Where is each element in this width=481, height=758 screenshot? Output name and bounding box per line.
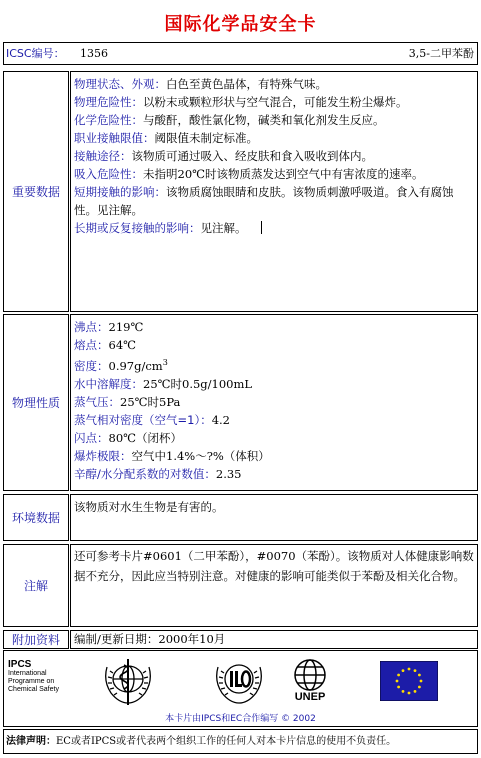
additional-info-content [70,630,478,649]
data-row: 物理危险性：以粉末或颗粒形状与空气混合，可能发生粉尘爆炸。 [74,95,408,109]
data-row: 职业接触限值：阈限值未制定标准。 [74,131,258,145]
data-row: 吸入危险性：未指明20℃时该物质蒸发达到空气中有害浓度的速率。 [74,167,424,181]
additional-info-heading: 附加资料 [3,630,69,649]
data-row: 长期或反复接触的影响：见注解。 [74,219,474,237]
data-row: 水中溶解度：25℃时0.5g/100mL [74,376,253,391]
data-row: 物理状态、外观：白色至黄色晶体，有特殊气味。 [74,77,327,91]
data-row: 爆炸极限：空气中1.4%～?%（体积） [74,448,270,463]
card-title: 国际化学品安全卡 [164,14,317,35]
notes-heading: 注解 [3,544,69,627]
physical-properties-content [70,314,478,491]
environmental-data-heading: 环境数据 [3,494,69,541]
icsc-number-label: ICSC编号： [6,47,65,60]
environmental-data-content [70,494,478,541]
icsc-id-row [3,42,478,65]
copyright-text: 本卡片由IPCS和EC合作编写 © 2002 [165,714,316,724]
who-emblem-icon [101,655,155,707]
data-row: 短期接触的影响：该物质腐蚀眼睛和皮肤。该物质刺激呼吸道。食入有腐蚀性。见注解。 [74,185,454,217]
data-row: 辛醇/水分配系数的对数值：2.35 [74,466,242,481]
text-cursor [261,221,262,234]
important-data-content [70,71,478,312]
notes-text: 还可参考卡片#0601（二甲苯酚），#0070（苯酚）。该物质对人体健康影响数据不充分，因此应当特别注意。对健康的影响可能类似于苯酚及相关化合物。 [74,549,474,583]
footer-logos [3,650,478,727]
notes-content [70,544,478,627]
data-row: 化学危险性：与酸酐，酸性氯化物，碱类和氧化剂发生反应。 [74,113,385,127]
update-date-text: 编制/更新日期：2000年10月 [74,632,226,646]
important-data-heading: 重要数据 [3,71,69,312]
ilo-emblem-icon [212,655,266,707]
ipcs-logo: IPCS International Programme on Chemical Safety [8,659,59,693]
physical-properties-heading: 物理性质 [3,314,69,491]
unep-label: UNEP [294,691,326,703]
data-row: 密度：$0.97g/cm^3$ [74,358,168,373]
legal-disclaimer [3,729,478,754]
legal-text: EC或者IPCS或者代表两个组织工作的任何人对本卡片信息的使用不负责任。 [56,736,397,747]
data-row: 接触途径：该物质可通过吸入、经皮肤和食入吸收到体内。 [74,149,373,163]
data-row: 沸点：219℃ [74,320,144,334]
legal-label: 法律声明： [6,736,56,747]
eu-flag-icon [380,661,438,701]
icsc-number: 1356 [80,47,108,60]
chemical-name: 3,5-二甲苯酚 [408,47,474,60]
data-row: 闪点：80℃（闭杯） [74,430,182,445]
environment-text: 该物质对水生生物是有害的。 [74,500,224,514]
data-row: 蒸气压：25℃时5Pa [74,394,181,409]
data-row: 蒸气相对密度（空气=1）：4.2 [74,412,230,427]
data-row: 熔点：64℃ [74,338,136,352]
